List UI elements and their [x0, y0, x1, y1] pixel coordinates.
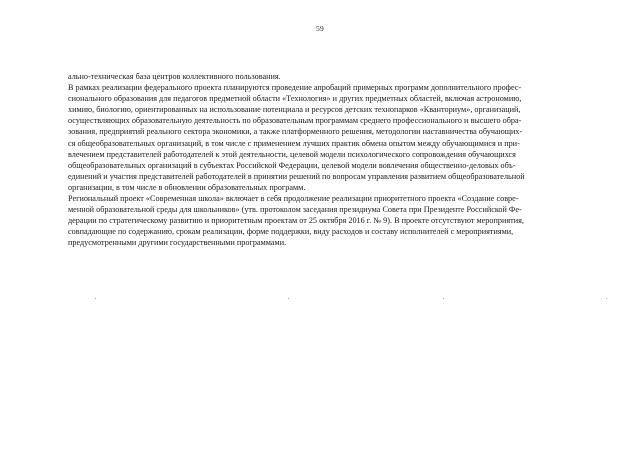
- text-line: Региональный проект «Современная школа» включает в себя продолжение реализации приоритетного проекта «Создание совре-: [68, 194, 519, 204]
- text-line: В рамках реализации федерального проекта планируются проведение апробаций примерных программ дополнительного профес-: [68, 83, 522, 93]
- scan-speck: [288, 298, 289, 299]
- text-line: осуществляющих образовательную деятельность по образовательным программам среднего профессионального и высшего обра-: [68, 116, 522, 126]
- text-line: дерации по стратегическому развитию и приоритетным проектам от 25 октября 2016 г. № 9). В проекте отсутствуют мероприятия,: [68, 216, 524, 226]
- text-line: единений и участия представителей работодателей в принятии решений по вопросам управления развитием общеобразовательной: [68, 171, 525, 181]
- text-line: менной образовательной среды для школьников» (утв. протоколом заседания президиума Совета при Президенте Российской Фе-: [68, 205, 522, 215]
- text-line: ся общеобразовательных организаций, в том числе с применением лучших практик обмена опытом между обучающимися и при-: [68, 138, 520, 148]
- text-line: сионального образования для педагогов предметной области «Технология» и других предметных областей, включая астрономию,: [68, 94, 522, 104]
- scan-speck: [606, 298, 607, 299]
- text-line: химию, биологию, ориентированных на использование потенциала и ресурсов детских технопарков «Кванториум», организаций,: [68, 105, 521, 115]
- text-line: зования, предприятий реального сектора экономики, а также платформенного решения, методологии наставничества обучающих-: [68, 127, 523, 137]
- body-text: [68, 71, 578, 249]
- text-line: организации, в том числе в обновлении образовательных программ.: [68, 182, 306, 192]
- page-number: 59: [316, 24, 324, 33]
- scan-speck: [95, 298, 96, 299]
- text-line: ально-техническая база центров коллективного пользования.: [68, 72, 281, 81]
- text-line: совпадающие по содержанию, срокам реализации, форме поддержки, виду расходов и составу исполнителей с мероприятиями,: [68, 227, 514, 237]
- scan-speck: [443, 298, 444, 299]
- text-line: предусмотренными другими государственными программами.: [68, 238, 287, 248]
- text-line: влечением представителей работодателей к этой деятельности, целевой модели психологического сопровождения обучающихся: [68, 149, 516, 159]
- text-line: общеобразовательных организаций в субъектах Российской Федерации, целевой модели вовлечения общественно-деловых объ-: [68, 160, 516, 170]
